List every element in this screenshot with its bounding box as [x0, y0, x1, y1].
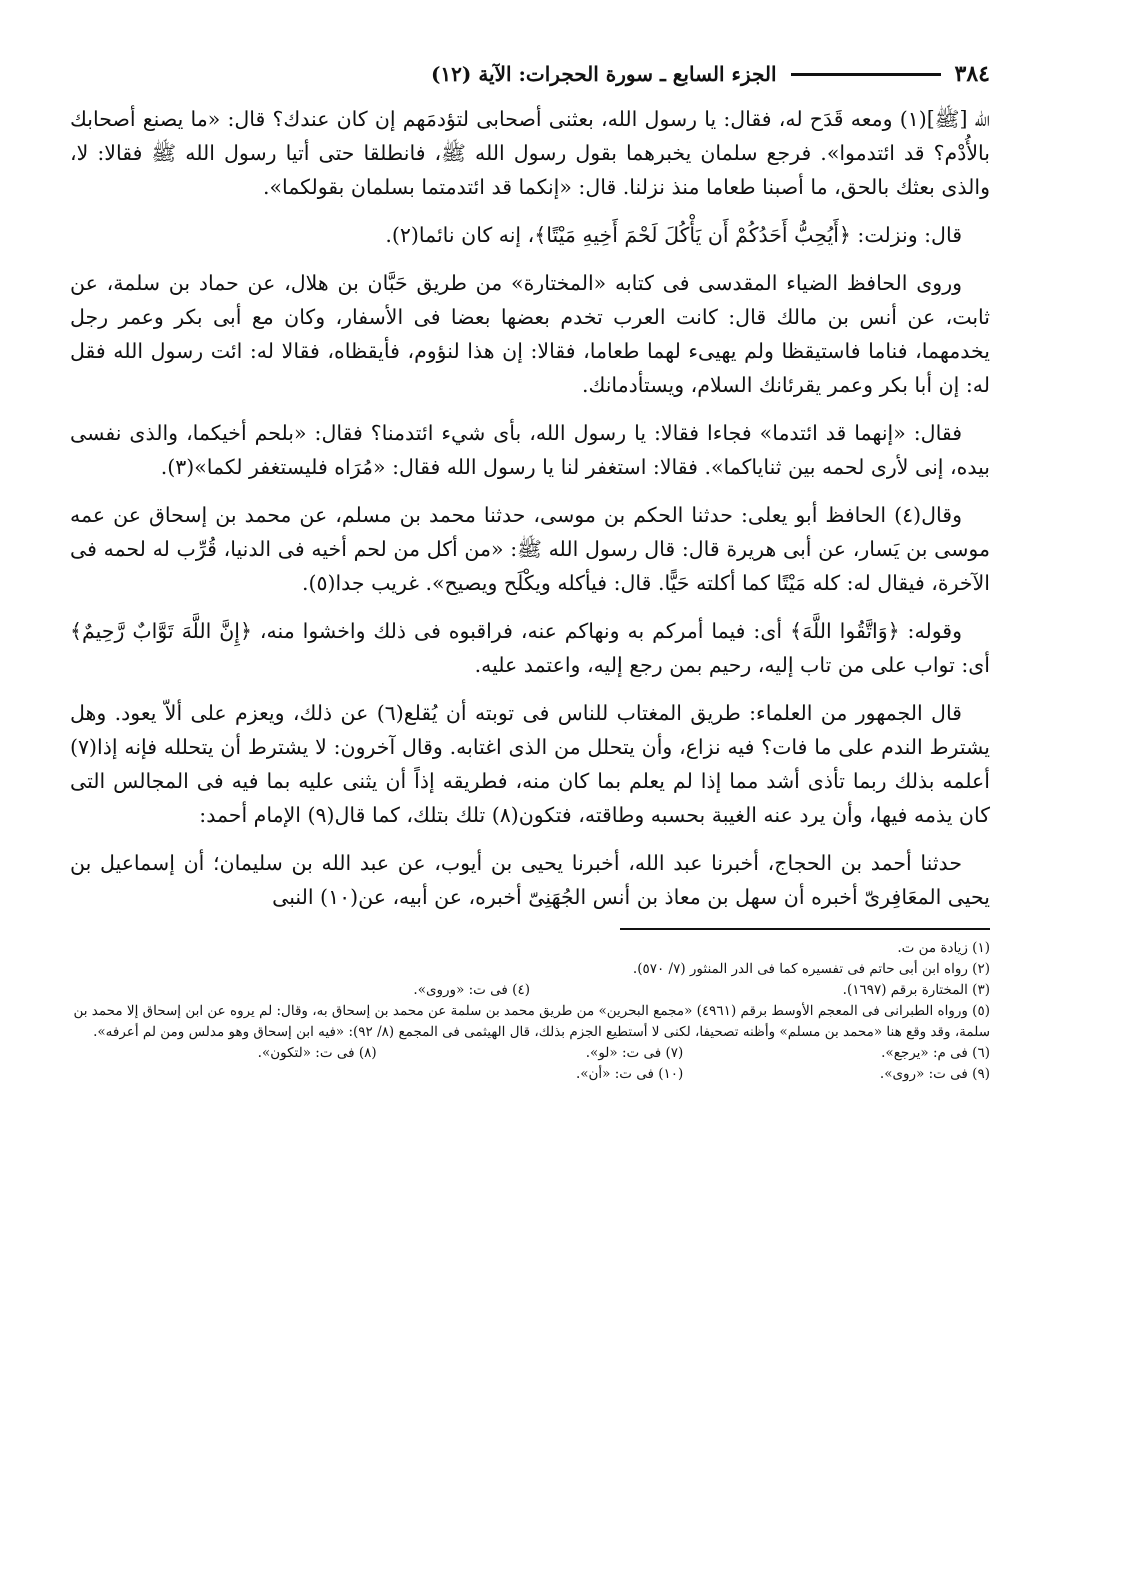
paragraph: حدثنا أحمد بن الحجاج، أخبرنا عبد الله، أخبرنا يحيى بن أيوب، عن عبد الله بن سليمان؛ أن إسماعيل بن يحيى المعَافِرىّ أخبره أن سهل بن معاذ بن أنس الجُهَنِىّ أخبره، عن أبيه، عن(١٠) النبى	[70, 851, 990, 909]
paragraph: الله [ﷺ](١) ومعه قَدَح له، فقال: يا رسول الله، بعثنى أصحابى لتؤدمَهم إن كان عندك؟ قال: «ما يصنع أصحابك بالأُدْم؟ قد ائتدموا». فرجع سلمان يخبرهما بقول رسول الله ﷺ، فانطلقا حتى أتيا رسول الله ﷺ فقالا: لا، والذى بعثك بالحق، ما أصبنا طعاما منذ نزلنا. قال: «إنكما قد ائتدمتما بسلمان بقولكما».	[70, 107, 990, 199]
book-page	[70, 52, 990, 1085]
paragraph: فقال: «إنهما قد ائتدما» فجاءا فقالا: يا رسول الله، بأى شيء ائتدمنا؟ فقال: «بلحم أخيكما، والذى نفسى بيده، إنى لأرى لحمه بين ثناياكما». فقالا: استغفر لنا يا رسول الله فقال: «مُرَاه فليستغفر لكما»(٣).	[70, 421, 990, 479]
main-text	[70, 102, 990, 914]
footnote-row	[70, 1043, 990, 1064]
footnote-rule	[620, 928, 990, 930]
footnote: (٣) المختارة برقم (١٦٩٧).	[842, 982, 990, 998]
footnote: (٦) فى م: «يرجع».	[881, 1045, 990, 1061]
footnotes	[70, 938, 990, 1085]
footnote: (٧) فى ت: «لو».	[585, 1045, 684, 1061]
footnote: (٨) فى ت: «لتكون».	[257, 1045, 377, 1061]
footnote-row	[70, 980, 990, 1001]
footnote: (٥) ورواه الطبرانى فى المعجم الأوسط برقم (٤٩٦١) «مجمع البحرين» من طريق محمد بن سلمة عن محمد بن إسحاق به، وقال: لم يروه عن ابن إسحاق إلا محمد بن سلمة، وقد وقع هنا «محمد بن مسلم» وأظنه تصحيفا، لكنى لا أستطيع الجزم بذلك، قال الهيثمى فى المجمع (٨/ ٩٢): «فيه ابن إسحاق وهو مدلس ومن لم أعرفه».	[73, 1003, 990, 1040]
footnote: (٩) فى ت: «روى».	[879, 1066, 990, 1082]
paragraph: وقال(٤) الحافظ أبو يعلى: حدثنا الحكم بن موسى، حدثنا محمد بن مسلم، عن محمد بن إسحاق عن عمه موسى بن يَسار، عن أبى هريرة قال: قال رسول الله ﷺ: «من أكل من لحم أخيه فى الدنيا، قُرِّب له لحمه فى الآخرة، فيقال له: كله مَيْتًا كما أكلته حَيًّا. قال: فيأكله ويكْلَح ويصيح». غريب جدا(٥).	[70, 503, 990, 595]
paragraph: قال الجمهور من العلماء: طريق المغتاب للناس فى توبته أن يُقلع(٦) عن ذلك، ويعزم على ألاّ يعود. وهل يشترط الندم على ما فات؟ فيه نزاع، وأن يتحلل من الذى اغتابه. وقال آخرون: لا يشترط أن يتحلله فإنه إذا(٧) أعلمه بذلك ربما تأذى أشد مما إذا لم يعلم بما كان منه، فطريقه إذاً أن يثنى عليه بما فيه فى المجالس التى كان يذمه فيها، وأن يرد عنه الغيبة بحسبه وطاقته، فتكون(٨) تلك بتلك، كما قال(٩) الإمام أحمد:	[70, 701, 990, 827]
footnote-row	[70, 1064, 990, 1085]
paragraph: وروى الحافظ الضياء المقدسى فى كتابه «المختارة» من طريق حَبَّان بن هلال، عن حماد بن سلمة، عن ثابت، عن أنس بن مالك قال: كانت العرب تخدم بعضها بعضا فى الأسفار، وكان مع أبى بكر وعمر رجل يخدمهما، فناما فاستيقظا ولم يهيىء لهما طعاما، فقالا: إن هذا لنؤوم، فأيقظاه، فقالا له: ائت رسول الله فقل له: إن أبا بكر وعمر يقرئانك السلام، ويستأدمانك.	[70, 271, 990, 397]
paragraph: وقوله: ﴿وَاتَّقُوا اللَّهَ﴾ أى: فيما أمركم به ونهاكم عنه، فراقبوه فى ذلك واخشوا منه، ﴿إِنَّ اللَّهَ تَوَّابٌ رَّحِيمٌ﴾ أى: تواب على من تاب إليه، رحيم بمن رجع إليه، واعتمد عليه.	[70, 619, 990, 677]
footnote: (٢) رواه ابن أبى حاتم فى تفسيره كما فى الدر المنثور (٧/ ٥٧٠).	[632, 961, 990, 977]
footnote: (٤) فى ت: «وروى».	[413, 982, 530, 998]
header-rule	[791, 73, 941, 76]
page-number: ٣٨٤	[954, 61, 990, 87]
paragraph: قال: ونزلت: ﴿أَيُحِبُّ أَحَدُكُمْ أَن يَأْكُلَ لَحْمَ أَخِيهِ مَيْتًا﴾، إنه كان نائما(٢).	[385, 223, 962, 247]
footnote: (١) زيادة من ت.	[897, 940, 990, 956]
footnote-spacer	[70, 1064, 377, 1085]
running-header	[70, 52, 990, 96]
footnote: (١٠) فى ت: «أن».	[575, 1066, 684, 1082]
running-title: الجزء السابع ـ سورة الحجرات: الآية (١٢)	[430, 62, 777, 86]
